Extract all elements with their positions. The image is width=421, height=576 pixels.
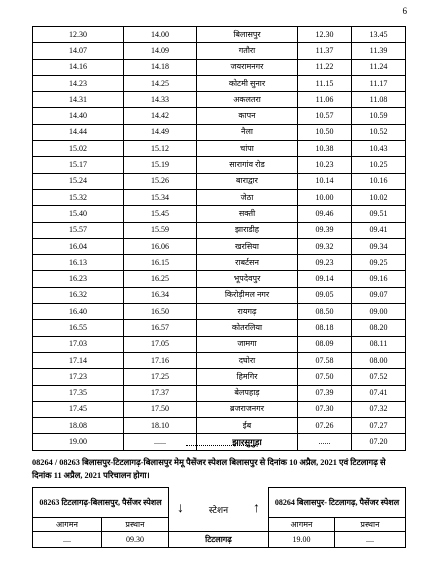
station-cell: ईब bbox=[197, 418, 298, 434]
arrival-down-cell: 18.08 bbox=[33, 418, 124, 434]
down-arrow-icon: ↓ bbox=[177, 501, 184, 517]
arrival-down-cell: 14.31 bbox=[33, 92, 124, 108]
departure-up-cell: 10.25 bbox=[352, 157, 406, 173]
departure-down-cell: 15.12 bbox=[124, 141, 197, 157]
departure-up-cell: 07.52 bbox=[352, 369, 406, 385]
station-cell: राबर्टसन bbox=[197, 255, 298, 271]
left-departure-label: प्रस्थान bbox=[102, 518, 169, 532]
right-arrival-label: आगमन bbox=[269, 518, 335, 532]
arrival-down-cell: 15.57 bbox=[33, 222, 124, 238]
arrival-up-cell: 11.37 bbox=[298, 43, 352, 59]
station-cell: ब्रजराजनगर bbox=[197, 401, 298, 417]
arrival-down-cell: 12.30 bbox=[33, 27, 124, 43]
departure-down-cell: 17.37 bbox=[124, 385, 197, 401]
station-header-cell bbox=[169, 488, 269, 532]
departure-up-cell: 13.45 bbox=[352, 27, 406, 43]
departure-down-cell: 15.26 bbox=[124, 173, 197, 189]
arrival-down-cell: 15.17 bbox=[33, 157, 124, 173]
right-departure-value: .... bbox=[335, 532, 406, 548]
station-cell: जामगा bbox=[197, 336, 298, 352]
departure-down-cell: 16.06 bbox=[124, 238, 197, 254]
arrival-up-cell: 07.50 bbox=[298, 369, 352, 385]
station-cell: नैला bbox=[197, 124, 298, 140]
right-train-heading: 08264 बिलासपुर- टिटलागढ़, पैसेंजर स्पेशल bbox=[269, 488, 406, 518]
table-row bbox=[33, 304, 406, 320]
station-header: स्टेशन bbox=[208, 504, 229, 515]
station-cell: कोटमी सुनार bbox=[197, 75, 298, 91]
departure-down-cell: 15.59 bbox=[124, 222, 197, 238]
departure-down-cell: 16.34 bbox=[124, 287, 197, 303]
arrival-down-cell: 15.32 bbox=[33, 189, 124, 205]
station-cell: जेठा bbox=[197, 189, 298, 205]
arrival-up-cell: 11.06 bbox=[298, 92, 352, 108]
station-cell: बेलपहाड़ bbox=[197, 385, 298, 401]
station-cell: सक्ती bbox=[197, 206, 298, 222]
departure-down-cell: 14.33 bbox=[124, 92, 197, 108]
arrival-up-cell: 10.38 bbox=[298, 141, 352, 157]
left-train-heading: 08263 टिटलागढ़-बिलासपुर, पैसेंजर स्पेशल bbox=[33, 488, 169, 518]
station-cell: किरोड़ीमल नगर bbox=[197, 287, 298, 303]
arrival-up-cell: 07.58 bbox=[298, 352, 352, 368]
station-cell: जयरामनगर bbox=[197, 59, 298, 75]
table-row bbox=[33, 287, 406, 303]
table-row bbox=[33, 271, 406, 287]
arrival-down-cell: 16.13 bbox=[33, 255, 124, 271]
table-row bbox=[33, 157, 406, 173]
departure-up-cell: 11.17 bbox=[352, 75, 406, 91]
station-cell: बिलासपुर bbox=[197, 27, 298, 43]
arrival-up-cell: 07.26 bbox=[298, 418, 352, 434]
table-row bbox=[33, 385, 406, 401]
table-row bbox=[33, 352, 406, 368]
departure-up-cell: 11.24 bbox=[352, 59, 406, 75]
departure-up-cell: 07.27 bbox=[352, 418, 406, 434]
arrival-up-cell: 08.50 bbox=[298, 304, 352, 320]
departure-down-cell: 14.25 bbox=[124, 75, 197, 91]
station-cell: झाराडीह bbox=[197, 222, 298, 238]
departure-up-cell: 08.11 bbox=[352, 336, 406, 352]
arrival-down-cell: 15.24 bbox=[33, 173, 124, 189]
departure-down-cell: 14.00 bbox=[124, 27, 197, 43]
station-cell: सारागांव रोड bbox=[197, 157, 298, 173]
arrival-down-cell: 16.40 bbox=[33, 304, 124, 320]
arrival-up-cell: 10.50 bbox=[298, 124, 352, 140]
arrival-down-cell: 17.03 bbox=[33, 336, 124, 352]
departure-up-cell: 09.00 bbox=[352, 304, 406, 320]
left-departure-value: 09.30 bbox=[102, 532, 169, 548]
station-cell: झारसुगुड़ा bbox=[197, 434, 298, 450]
arrival-down-cell: 19.00 bbox=[33, 434, 124, 450]
departure-up-cell: 10.52 bbox=[352, 124, 406, 140]
table-row bbox=[33, 418, 406, 434]
table-row bbox=[33, 401, 406, 417]
station-cell: गतौरा bbox=[197, 43, 298, 59]
arrival-down-cell: 14.44 bbox=[33, 124, 124, 140]
departure-down-cell: ...... bbox=[124, 434, 197, 450]
table-edge bbox=[405, 26, 414, 440]
arrival-down-cell: 16.32 bbox=[33, 287, 124, 303]
departure-up-cell: 07.20 bbox=[352, 434, 406, 450]
arrival-up-cell: 10.14 bbox=[298, 173, 352, 189]
departure-up-cell: 09.34 bbox=[352, 238, 406, 254]
departure-up-cell: 09.25 bbox=[352, 255, 406, 271]
arrival-down-cell: 14.23 bbox=[33, 75, 124, 91]
station-cell: कोतरलिया bbox=[197, 320, 298, 336]
arrival-up-cell: 10.23 bbox=[298, 157, 352, 173]
departure-up-cell: 10.02 bbox=[352, 189, 406, 205]
titlagarh-timing-box bbox=[32, 487, 406, 548]
table-row bbox=[33, 189, 406, 205]
departure-down-cell: 14.42 bbox=[124, 108, 197, 124]
arrival-up-cell: 09.14 bbox=[298, 271, 352, 287]
departure-down-cell: 14.18 bbox=[124, 59, 197, 75]
page-number: 6 bbox=[402, 6, 407, 16]
departure-down-cell: 16.50 bbox=[124, 304, 197, 320]
table-row bbox=[33, 43, 406, 59]
departure-down-cell: 14.49 bbox=[124, 124, 197, 140]
table-row bbox=[33, 75, 406, 91]
departure-down-cell: 18.10 bbox=[124, 418, 197, 434]
arrival-up-cell: 12.30 bbox=[298, 27, 352, 43]
station-cell: भूपदेवपुर bbox=[197, 271, 298, 287]
left-arrival-label: आगमन bbox=[33, 518, 102, 532]
arrival-up-cell: 11.15 bbox=[298, 75, 352, 91]
arrival-down-cell: 17.35 bbox=[33, 385, 124, 401]
departure-down-cell: 17.50 bbox=[124, 401, 197, 417]
station-cell: बाराद्वार bbox=[197, 173, 298, 189]
arrival-down-cell: 16.23 bbox=[33, 271, 124, 287]
arrival-up-cell: 09.46 bbox=[298, 206, 352, 222]
arrival-down-cell: 17.45 bbox=[33, 401, 124, 417]
arrival-down-cell: 15.02 bbox=[33, 141, 124, 157]
departure-up-cell: 08.20 bbox=[352, 320, 406, 336]
table-row bbox=[33, 206, 406, 222]
station-cell: दघोरा bbox=[197, 352, 298, 368]
departure-down-cell: 16.15 bbox=[124, 255, 197, 271]
arrival-down-cell: 17.23 bbox=[33, 369, 124, 385]
section-divider bbox=[186, 445, 256, 446]
arrival-up-cell: 11.22 bbox=[298, 59, 352, 75]
table-row bbox=[33, 173, 406, 189]
departure-up-cell: 11.08 bbox=[352, 92, 406, 108]
departure-down-cell: 16.57 bbox=[124, 320, 197, 336]
table-row bbox=[33, 238, 406, 254]
table-row bbox=[33, 141, 406, 157]
arrival-up-cell: 08.18 bbox=[298, 320, 352, 336]
table-row bbox=[33, 59, 406, 75]
table-row bbox=[33, 434, 406, 450]
arrival-up-cell: 08.09 bbox=[298, 336, 352, 352]
departure-down-cell: 16.25 bbox=[124, 271, 197, 287]
departure-down-cell: 14.09 bbox=[124, 43, 197, 59]
left-arrival-value: .... bbox=[33, 532, 102, 548]
arrival-down-cell: 15.40 bbox=[33, 206, 124, 222]
departure-up-cell: 09.51 bbox=[352, 206, 406, 222]
departure-down-cell: 17.16 bbox=[124, 352, 197, 368]
departure-up-cell: 09.16 bbox=[352, 271, 406, 287]
station-cell: चांपा bbox=[197, 141, 298, 157]
right-arrival-value: 19.00 bbox=[269, 532, 335, 548]
table-row bbox=[33, 320, 406, 336]
departure-down-cell: 15.19 bbox=[124, 157, 197, 173]
arrival-down-cell: 16.55 bbox=[33, 320, 124, 336]
station-cell: कापन bbox=[197, 108, 298, 124]
departure-down-cell: 15.45 bbox=[124, 206, 197, 222]
departure-up-cell: 08.00 bbox=[352, 352, 406, 368]
table-row bbox=[33, 92, 406, 108]
departure-up-cell: 10.59 bbox=[352, 108, 406, 124]
arrival-down-cell: 14.16 bbox=[33, 59, 124, 75]
table-row bbox=[33, 108, 406, 124]
table-row bbox=[33, 222, 406, 238]
arrival-up-cell: 09.23 bbox=[298, 255, 352, 271]
arrival-down-cell: 14.40 bbox=[33, 108, 124, 124]
departure-up-cell: 09.07 bbox=[352, 287, 406, 303]
station-cell: रायगढ़ bbox=[197, 304, 298, 320]
table-row bbox=[33, 27, 406, 43]
departure-up-cell: 11.39 bbox=[352, 43, 406, 59]
departure-down-cell: 15.34 bbox=[124, 189, 197, 205]
station-cell: अकलतरा bbox=[197, 92, 298, 108]
table-row bbox=[33, 369, 406, 385]
service-notice: 08264 / 08263 बिलासपुर-टिटलागढ़-बिलासपुर मेमू पैसेंजर स्पेशल बिलासपुर से दिनांक 10 अप्रैल, 2021 एवं टिटलागढ़ से दिनांक 11 अप्रैल, 2021 परिचालन होगा। bbox=[32, 458, 386, 480]
departure-up-cell: 09.41 bbox=[352, 222, 406, 238]
station-cell: हिमगिर bbox=[197, 369, 298, 385]
departure-up-cell: 07.41 bbox=[352, 385, 406, 401]
station-cell: खरसिया bbox=[197, 238, 298, 254]
table-row bbox=[33, 255, 406, 271]
arrival-up-cell: 09.39 bbox=[298, 222, 352, 238]
arrival-up-cell: 09.05 bbox=[298, 287, 352, 303]
arrival-up-cell: 10.00 bbox=[298, 189, 352, 205]
arrival-down-cell: 17.14 bbox=[33, 352, 124, 368]
arrival-up-cell: 07.39 bbox=[298, 385, 352, 401]
arrival-up-cell: 10.57 bbox=[298, 108, 352, 124]
station-name: टिटलागढ़ bbox=[169, 532, 269, 548]
departure-up-cell: 10.43 bbox=[352, 141, 406, 157]
arrival-down-cell: 16.04 bbox=[33, 238, 124, 254]
timetable bbox=[32, 26, 406, 451]
table-row bbox=[33, 124, 406, 140]
departure-up-cell: 07.32 bbox=[352, 401, 406, 417]
departure-down-cell: 17.05 bbox=[124, 336, 197, 352]
departure-down-cell: 17.25 bbox=[124, 369, 197, 385]
arrival-up-cell: 09.32 bbox=[298, 238, 352, 254]
arrival-up-cell: ...... bbox=[298, 434, 352, 450]
up-arrow-icon: ↑ bbox=[253, 501, 260, 517]
table-row bbox=[33, 336, 406, 352]
arrival-down-cell: 14.07 bbox=[33, 43, 124, 59]
arrival-up-cell: 07.30 bbox=[298, 401, 352, 417]
right-departure-label: प्रस्थान bbox=[335, 518, 406, 532]
departure-up-cell: 10.16 bbox=[352, 173, 406, 189]
